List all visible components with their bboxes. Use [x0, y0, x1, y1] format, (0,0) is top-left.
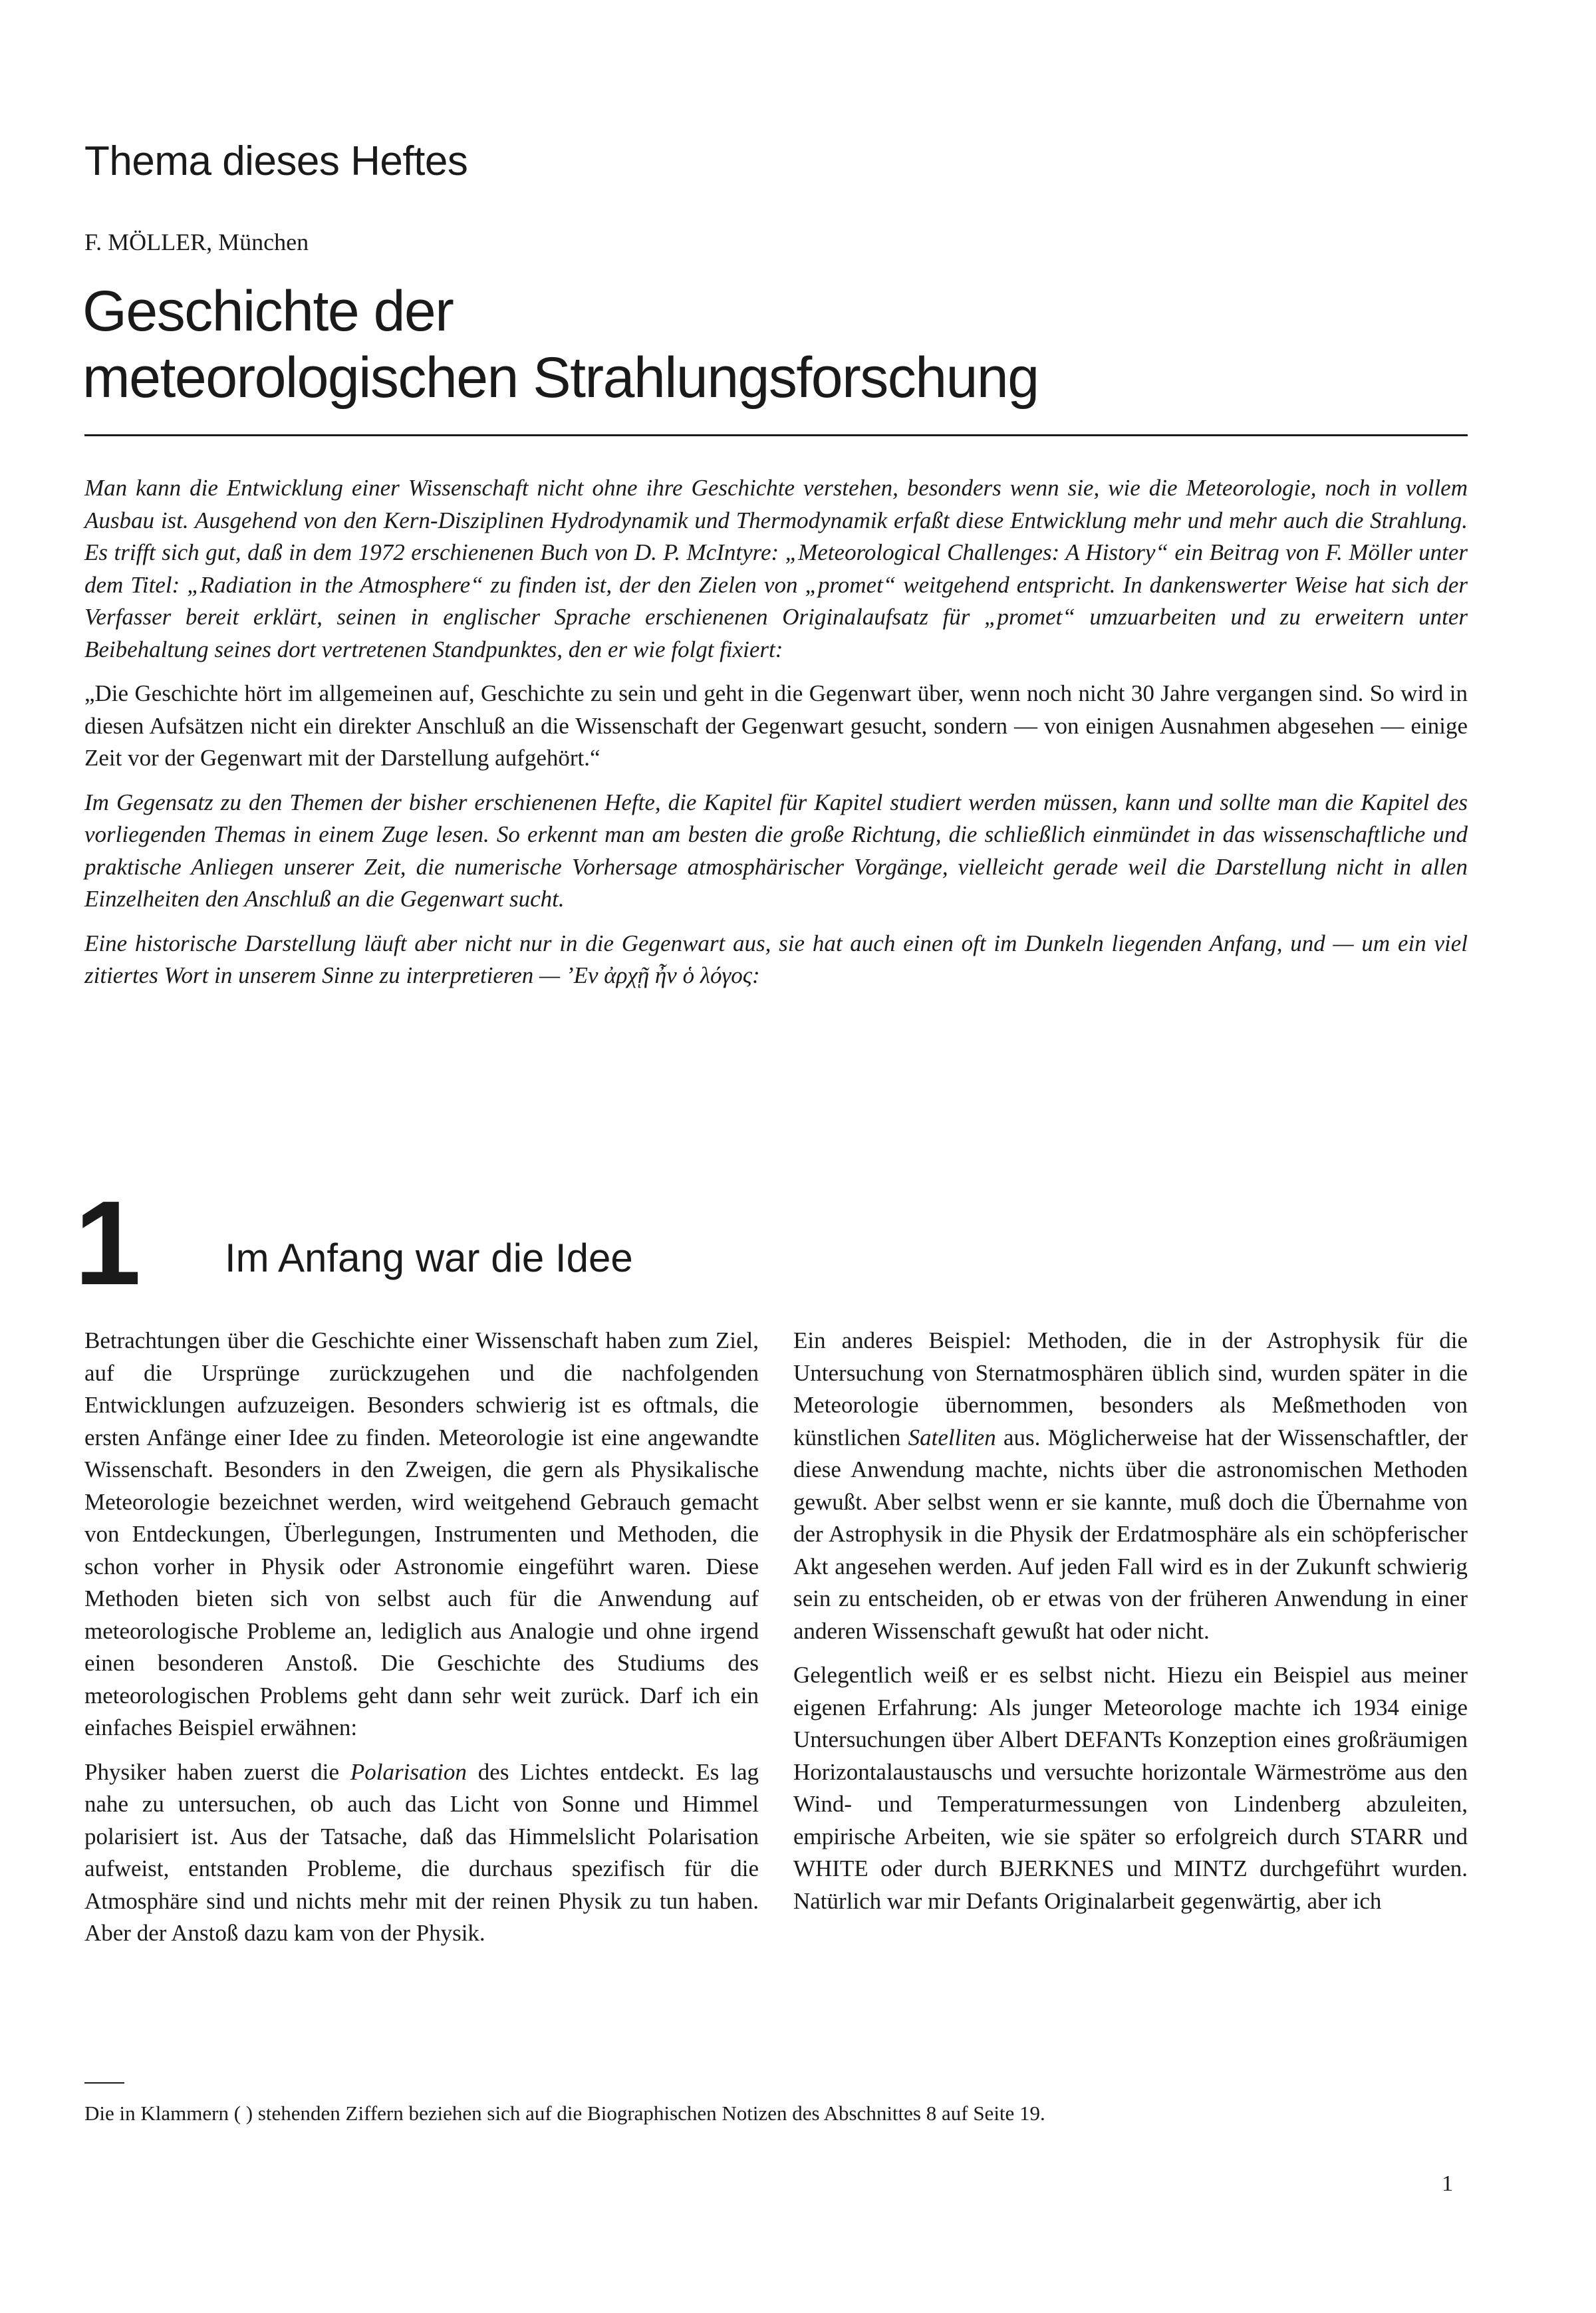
body-column-left	[84, 1325, 759, 1962]
body-text: Ein anderes Beispiel: Methoden, die in der Astrophysik für die Untersuchung von Sternatmosphären üblich sind, wurden später in die Meteorologie übernommen, besonders als Meßmethoden von künstlichen	[793, 1327, 1468, 1450]
section-title: Im Anfang war die Idee	[225, 1236, 633, 1280]
intro-quote: „Die Geschichte hört im allgemeinen auf, Geschichte zu sein und geht in die Gegenwart über, wenn noch nicht 30 Jahre vergangen sind. So wird in diesen Aufsätzen nicht ein direkter Anschluß an die Wissenschaft der Gegenwart gesucht, sondern — von einigen Ausnahmen abgesehen — einige Zeit vor der Gegenwart mit der Darstellung aufgehört.“	[84, 680, 1468, 771]
article-title-line-2: meteorologischen Strahlungsforschung	[82, 346, 1039, 410]
emphasis-term: Polarisation	[350, 1758, 467, 1785]
author-line: F. MÖLLER, München	[84, 229, 309, 255]
footnote: Die in Klammern ( ) stehenden Ziffern beziehen sich auf die Biographischen Notizen des Abschnittes 8 auf Seite 19.	[84, 2102, 1045, 2125]
intro-paragraph-1: Man kann die Entwicklung einer Wissenschaft nicht ohne ihre Geschichte verstehen, besonders wenn sie, wie die Meteorologie, noch in vollem Ausbau ist. Ausgehend von den Kern-Disziplinen Hydrodynamik und Thermodynamik erfaßt diese Entwicklung mehr und mehr auch die Strahlung. Es trifft sich gut, daß in dem 1972 erschienenen Buch von D. P. McIntyre: „Meteorological Challenges: A History“ ein Beitrag von F. Möller unter dem Titel: „Radiation in the Atmosphere“ zu finden ist, der den Zielen von „promet“ weitgehend entspricht. In dankenswerter Weise hat sich der Verfasser bereit erklärt, seinen in englischer Sprache erschienenen Originalaufsatz für „promet“ umzuarbeiten und zu erweitern unter Beibehaltung seines dort vertretenen Standpunktes, den er wie folgt fixiert:	[84, 475, 1468, 662]
page-number: 1	[1442, 2171, 1453, 2196]
body-text: aus. Möglicherweise hat der Wissenschaftler, der diese Anwendung machte, nichts über die astronomischen Methoden gewußt. Aber selbst wenn er sie kannte, muß doch die Übernahme von der Astrophysik in die Physik der Erdatmosphäre als ein schöpferischer Akt angesehen werden. Auf jeden Fall wird es in der Zukunft schwierig sein zu entscheiden, ob er etwas von der früheren Anwendung in einer anderen Wissenschaft gewußt hat oder nicht.	[793, 1424, 1468, 1644]
body-paragraph	[793, 1325, 1468, 1647]
intro-paragraph-3: Eine historische Darstellung läuft aber nicht nur in die Gegenwart aus, sie hat auch einen oft im Dunkeln liegenden Anfang, und — um ein viel zitiertes Wort in unserem Sinne zu interpretieren — ’Εν ἀρχῇ ἦν ὁ λόγος:	[84, 930, 1468, 988]
body-paragraph: Gelegentlich weiß er es selbst nicht. Hiezu ein Beispiel aus meiner eigenen Erfahrung: Als junger Meteorologe machte ich 1934 einige Untersuchungen über Albert DEFANTs Konzeption eines großräumigen Horizontalaustauschs und versuchte horizontale Wärmeströme aus den Wind- und Temperaturmessungen von Lindenberg abzuleiten, empirische Arbeiten, wie sie später so erfolgreich durch STARR und WHITE oder durch BJERKNES und MINTZ durchgeführt wurden. Natürlich war mir Defants Originalarbeit gegenwärtig, aber ich	[793, 1662, 1468, 1914]
title-rule	[84, 434, 1468, 436]
emphasis-term: Satelliten	[908, 1424, 996, 1450]
body-text: Physiker haben zuerst die	[84, 1758, 350, 1785]
article-title	[82, 278, 1039, 411]
series-title: Thema dieses Heftes	[84, 138, 468, 184]
body-paragraph	[84, 1756, 759, 1950]
footnote-rule	[84, 2082, 124, 2084]
introduction	[84, 472, 1468, 1004]
article-title-line-1: Geschichte der	[82, 279, 454, 343]
intro-paragraph-2: Im Gegensatz zu den Themen der bisher erschienenen Hefte, die Kapitel für Kapitel studiert werden müssen, kann und sollte man die Kapitel des vorliegenden Themas in einem Zuge lesen. So erkennt man am besten die große Richtung, die schließlich einmündet in das wissenschaftliche und praktische Anliegen unserer Zeit, die numerische Vorhersage atmosphärischer Vorgänge, vielleicht gerade weil die Darstellung nicht in allen Einzelheiten den Anschluß an die Gegenwart sucht.	[84, 789, 1468, 912]
body-column-right	[793, 1325, 1468, 1929]
section-number: 1	[74, 1176, 139, 1310]
body-paragraph: Betrachtungen über die Geschichte einer Wissenschaft haben zum Ziel, auf die Ursprünge zurückzugehen und die nachfolgenden Entwicklungen aufzuzeigen. Besonders schwierig ist es oftmals, die ersten Anfänge einer Idee zu finden. Meteorologie ist eine angewandte Wissenschaft. Besonders in den Zweigen, die gern als Physikalische Meteorologie bezeichnet werden, wird weitgehend Gebrauch gemacht von Entdeckungen, Überlegungen, Instrumenten und Methoden, die schon vorher in Physik oder Astronomie eingeführt waren. Diese Methoden bieten sich von selbst auch für die Anwendung auf meteorologische Probleme an, lediglich aus Analogie und ohne irgend einen besonderen Anstoß. Die Geschichte des Studiums des meteorologischen Problems geht dann sehr weit zurück. Darf ich ein einfaches Beispiel erwähnen:	[84, 1327, 759, 1740]
body-text: des Lichtes entdeckt. Es lag nahe zu untersuchen, ob auch das Licht von Sonne und Himmel polarisiert ist. Aus der Tatsache, daß das Himmelslicht Polarisation aufweist, entstanden Probleme, die durchaus spezifisch für die Atmosphäre sind und nichts mehr mit der reinen Physik zu tun haben. Aber der Anstoß dazu kam von der Physik.	[84, 1758, 759, 1946]
